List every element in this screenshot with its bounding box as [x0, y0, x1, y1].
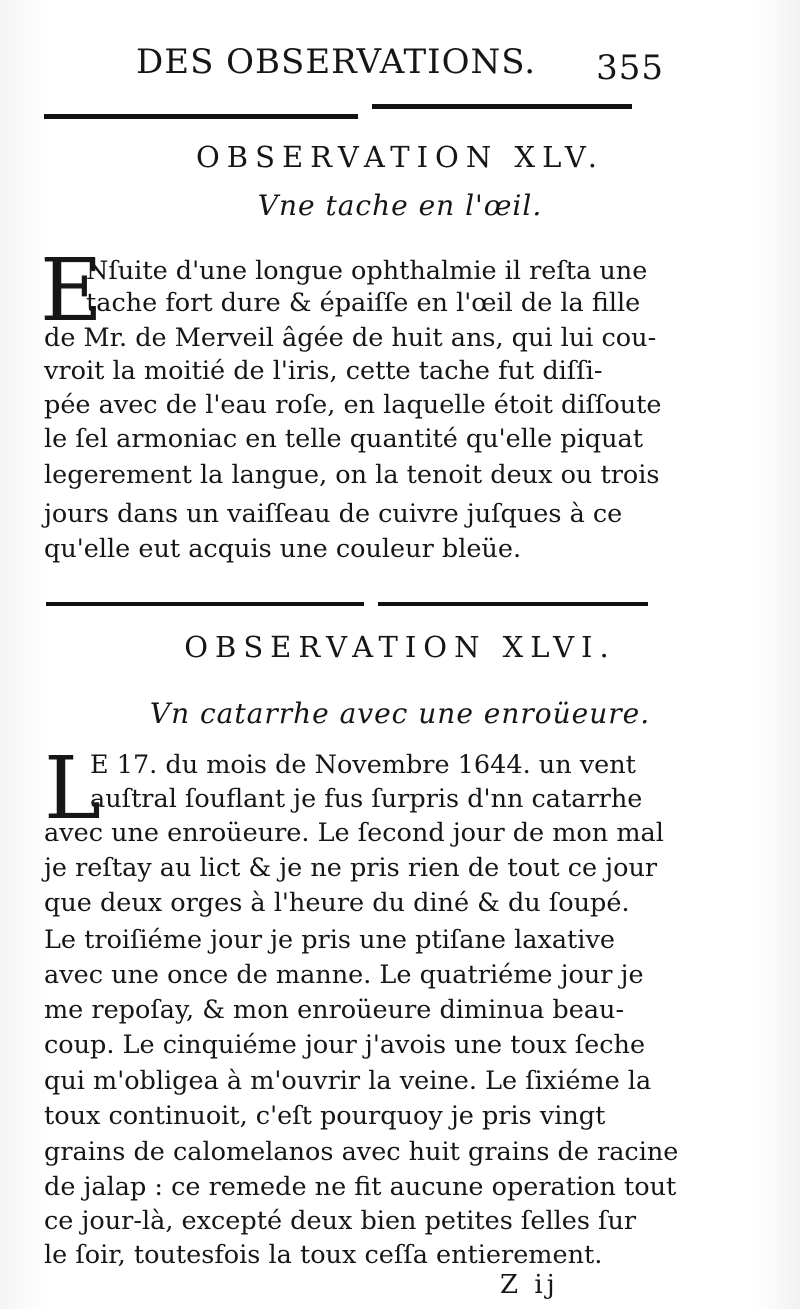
observation-46-line: Le troiſiéme jour je pris une ptiſane laxative	[44, 925, 615, 955]
observation-46-line: avec une once de manne. Le quatriéme jour je	[44, 960, 644, 990]
observation-46-line: avec une enroüeure. Le ſecond jour de mon mal	[44, 818, 664, 848]
section-rule-right	[378, 602, 648, 606]
observation-46-line: qui m'obligea à m'ouvrir la veine. Le ſixiéme la	[44, 1066, 652, 1096]
observation-46-line: toux continuoit, c'eſt pourquoy je pris vingt	[44, 1101, 606, 1131]
observation-45-subtitle: Vne tache en l'œil.	[257, 189, 543, 222]
observation-46-line: ce jour-là, excepté deux bien petites ſelles ſur	[44, 1206, 637, 1236]
observation-45-line: vroit la moitié de l'iris, cette tache fut diſſi-	[44, 356, 603, 386]
observation-45-line: de Mr. de Merveil âgée de huit ans, qui lui cou-	[44, 323, 657, 353]
observation-46-line: le ſoir, toutesfois la toux ceſſa entierement.	[44, 1240, 603, 1270]
observation-45-dropcap: E	[40, 241, 103, 341]
observation-46-dropcap: L	[44, 739, 102, 839]
section-rule-left	[46, 602, 364, 606]
page-number: 355	[596, 48, 664, 88]
observation-45-line: legerement la langue, on la tenoit deux ou trois	[44, 460, 660, 490]
observation-45-line: Nſuite d'une longue ophthalmie il reſta une	[86, 256, 648, 286]
observation-46-line: grains de calomelanos avec huit grains de racine	[44, 1137, 679, 1167]
observation-45-heading: OBSERVATION XLV.	[196, 140, 604, 174]
header-rule-right	[372, 104, 632, 109]
observation-46-line: E 17. du mois de Novembre 1644. un vent	[90, 750, 636, 780]
header-rule-left	[44, 114, 358, 119]
observation-45-line: qu'elle eut acquis une couleur bleüe.	[44, 534, 522, 564]
observation-45-line: le ſel armoniac en telle quantité qu'elle piquat	[44, 424, 643, 454]
observation-46-heading: OBSERVATION XLVI.	[184, 630, 616, 664]
observation-45-line: jours dans un vaiſſeau de cuivre juſques à ce	[44, 499, 623, 529]
observation-46-line: que deux orges à l'heure du diné & du ſoupé.	[44, 888, 630, 918]
observation-46-subtitle: Vn catarrhe avec une enroüeure.	[149, 697, 651, 730]
running-title: DES OBSERVATIONS.	[136, 42, 537, 82]
observation-46-line: auſtral ſouflant je fus ſurpris d'nn catarrhe	[90, 784, 643, 814]
observation-45-line: tache fort dure & épaiſſe en l'œil de la fille	[86, 288, 641, 318]
signature-mark: Z ij	[500, 1270, 559, 1300]
observation-46-line: je reſtay au lict & je ne pris rien de tout ce jour	[44, 853, 658, 883]
running-head	[132, 38, 672, 90]
observation-46-line: me repoſay, & mon enroüeure diminua beau-	[44, 995, 625, 1025]
observation-46-line: coup. Le cinquiéme jour j'avois une toux ſeche	[44, 1030, 646, 1060]
observation-46-line: de jalap : ce remede ne fit aucune operation tout	[44, 1172, 677, 1202]
observation-45-line: pée avec de l'eau roſe, en laquelle étoit diſſoute	[44, 390, 662, 420]
